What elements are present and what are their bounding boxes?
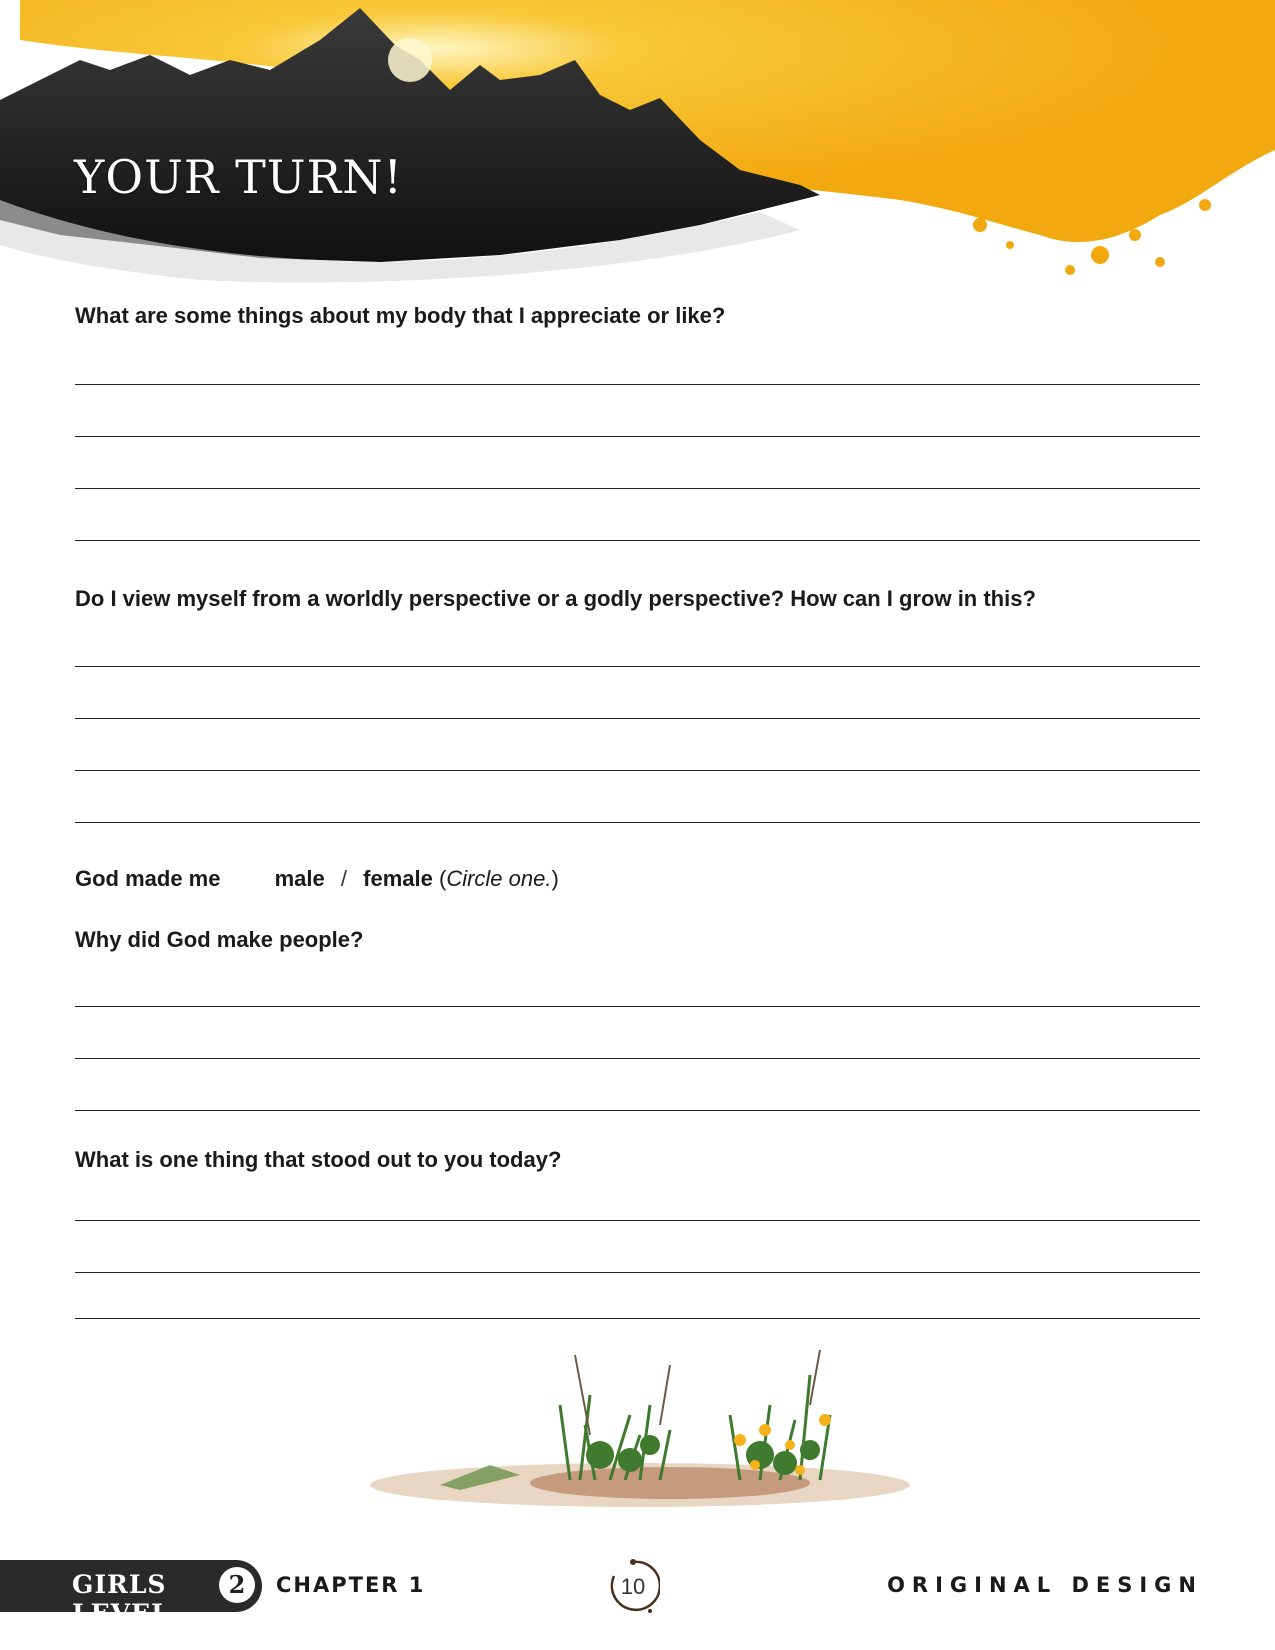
answer-line[interactable] (75, 1058, 1200, 1059)
level-number: 2 (219, 1567, 255, 1603)
level-badge (0, 1560, 262, 1628)
chapter-label: CHAPTER 1 (276, 1573, 426, 1597)
answer-line[interactable] (75, 436, 1200, 437)
answer-line[interactable] (75, 1272, 1200, 1273)
answer-line[interactable] (75, 666, 1200, 667)
page-title: YOUR TURN! (74, 150, 403, 204)
gender-hint: (Circle one.) (438, 866, 559, 891)
answer-line[interactable] (75, 1110, 1200, 1111)
answer-line[interactable] (75, 540, 1200, 541)
question-stood-out: What is one thing that stood out to you today? (75, 1147, 562, 1172)
grass-illustration (340, 1345, 920, 1545)
answer-line[interactable] (75, 822, 1200, 823)
answer-line[interactable] (75, 718, 1200, 719)
answer-line[interactable] (75, 1318, 1200, 1319)
gender-option-male[interactable]: male (274, 866, 325, 891)
question-body-appreciation: What are some things about my body that I appreciate or like? (75, 303, 726, 328)
question-why-people: Why did God make people? (75, 927, 364, 952)
answer-line[interactable] (75, 1220, 1200, 1221)
answer-line[interactable] (75, 384, 1200, 385)
page-footer (0, 1560, 1275, 1628)
level-label: GIRLS LEVEL (72, 1570, 170, 1628)
page-number (606, 1564, 660, 1610)
page-number-text: 10 (620, 1574, 646, 1599)
answer-line[interactable] (75, 488, 1200, 489)
question-perspective: Do I view myself from a worldly perspective or a godly perspective? How can I grow in this? (75, 586, 1036, 611)
answer-line[interactable] (75, 770, 1200, 771)
gender-option-female[interactable]: female (363, 866, 433, 891)
gender-label: God made me (75, 866, 221, 891)
header-banner (0, 0, 1275, 300)
answer-line[interactable] (75, 1006, 1200, 1007)
gender-circle-prompt (75, 866, 559, 892)
gender-slash: / (340, 866, 348, 891)
book-title: ORIGINAL DESIGN (887, 1573, 1203, 1597)
